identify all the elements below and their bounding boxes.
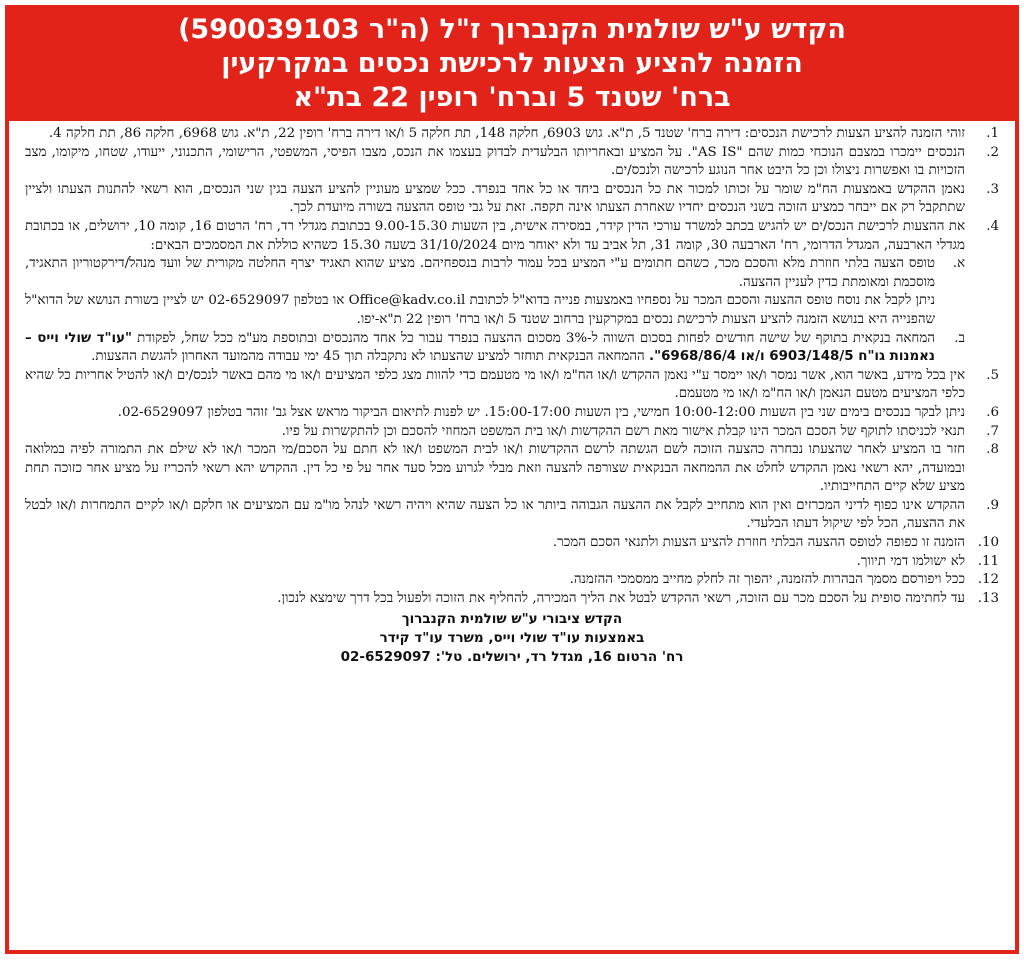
subitem-a-or-phone: או בטלפון bbox=[293, 293, 345, 309]
list-item-1 bbox=[25, 125, 999, 144]
item-number: 4. bbox=[986, 218, 999, 234]
item-text: ההקדש אינו כפוף לדיני המכרזים ואין הוא מתחייב לקבל את ההצעה הגבוהה ביותר או כל הצעה שהיא ויהיה רשאי לנהל מו"מ עם המציעים או חלקם ו/או לקיים התמחרות ו/או לבטל את ההצעה, הכל לפי שיקול דעתו הבלעדי. bbox=[25, 497, 965, 532]
list-item-12 bbox=[25, 571, 999, 590]
list-item-3 bbox=[25, 181, 999, 218]
subitem-b-text: המחאה בנקאית בתוקף של שישה חודשים לפחות בסכום השווה ל-3% מסכום ההצעה בנפרד עבור כל אחד מהנכסים ובתוספת מע"מ ככל שחל, לפקודת bbox=[137, 330, 935, 346]
item-number: 2. bbox=[986, 144, 999, 160]
item-number: 11. bbox=[977, 553, 999, 569]
subitem-b-return-note: ההמחאה הבנקאית תוחזר למציע שהצעתו לא נתקבלה תוך 45 ימי עבודה מהמועד האחרון להגשת ההצעות. bbox=[91, 349, 645, 365]
item-text: לא ישולמו דמי תיווך. bbox=[856, 553, 965, 569]
signature-line-1: הקדש ציבורי ע"ש שולמית הקנברוך bbox=[401, 611, 623, 628]
item-number: 3. bbox=[986, 181, 999, 197]
notice-frame bbox=[5, 5, 1019, 954]
header-address: ברח' שטנד 5 וברח' רופין 22 בת"א bbox=[293, 82, 731, 113]
item-text: אין בכל מידע, באשר הוא, אשר נמסר ו/או יימסר ע"י נאמן ההקדש ו/או הח"מ ו/או מי מטעמם כדי להוות מצג כלפי המציעים ו/או מי מהם באשר לנכס/ים ו/או להטיל אחריות כל שהיא כלפי המציעים מטעם הנאמן ו/או הח"מ ו/או מי מטעמם. bbox=[25, 367, 965, 402]
item-number: 8. bbox=[986, 442, 999, 458]
item-number: 12. bbox=[977, 572, 999, 588]
item-4-text: את ההצעות לרכישת הנכס/ים יש להגיש בכתב למשרד עורכי הדין קידר, במסירה אישית, בין השעות 9.00-15.30 בכתובת מגדלי רד, רח' הרטום 16, קומה 10, ירושלים, או בכתובת מגדלי הארבעה, המגדל הדרומי, רח' הארבעה 30, קומה 31, תל אביב עד ולא יאוחר מיום 31/10/2024 בשעה 15.30 כשהיא כוללת את המסמכים הבאים: bbox=[25, 218, 965, 253]
item-text: חזר בו המציע לאחר שהצעתו נבחרה כהצעה הזוכה לשם הגשתה לרשם ההקדשות ו/או לבית המשפט ו/או לא חתם על הסכם/מי המכר ו/או לא שילם את התמורה לפיה במלואה ובמועדה, יהא רשאי נאמן ההקדש לחלט את ההמחאה הבנקאית שצורפה להצעה וזאת מבלי לגרוע מכל סעד אחר על פי כל דין. ההקדש יהא רשאי להכריז על מציע אחר כזוכה תחת מציע שלא קיים התחייבותיו. bbox=[25, 442, 965, 495]
item-number: 5. bbox=[986, 367, 999, 383]
item-text: הזמנה זו כפופה לטופס ההצעה הבלתי חוזרת להציע הצעות ולתנאי הסכם המכר. bbox=[552, 535, 965, 551]
item-text: הנכסים יימכרו במצבם הנוכחי כמות שהם "AS IS". על המציע ובאחריותו הבלעדית לבדוק בעצמו את הנכס, מצבו הפיסי, המשפטי, הרישומי, התכנוני, ייעודו, שטחו, מיקומו, מצב הזכויות בו ואפשרות ניצולו וכן כל היבט אחר הנוגע לרכישה ולנכס/ים. bbox=[25, 144, 965, 179]
item-text: נאמן ההקדש באמצעות הח"מ שומר על זכותו למכור את כל הנכסים ביחד או כל אחד בנפרד. ככל שמציע מעוניין להציע הצעה בגין שני הנכסים, הוא רשאי להתנות הצעתו ולציין שתתקבל רק אם ייבחר כמציע הזוכה בשני הנכסים יחדיו שאחרת הצעתו אינה תקפה. זאת על גבי טופס ההצעה בשורה מיועדת לכך. bbox=[25, 181, 965, 216]
subitem-number: א. bbox=[952, 256, 965, 272]
payee-name: "עו"ד שולי וייס – נאמנות גו"ח 6903/148/5 ו/או 6968/86/4". bbox=[25, 330, 935, 365]
header-title: הקדש ע"ש שולמית הקנברוך ז"ל (ה"ר 590039103) bbox=[178, 14, 846, 45]
subitem-text bbox=[25, 255, 935, 329]
item-text bbox=[25, 218, 965, 367]
item-number: 6. bbox=[986, 404, 999, 420]
signature-line-2: באמצעות עו"ד שולי וייס, משרד עו"ד קידר bbox=[379, 630, 645, 647]
phone-number: 02-6529097 bbox=[208, 293, 290, 309]
item-number: 7. bbox=[986, 423, 999, 439]
notice-body bbox=[9, 121, 1015, 667]
subitem-a-contact-text: ניתן לקבל את נוסח טופס ההצעה והסכם המכר על נספחיו באמצעות פנייה בדוא"ל לכתובת bbox=[469, 293, 935, 309]
subitem-a-subject-note: יש לציין בשורת הנושא של הדוא"ל שהפנייה היא בנושא הזמנה להציע הצעות לרכישת נכסים במקרקעין ברחוב שטנד 5 ו/או ברח' רופין 22 ת"א-יפו. bbox=[25, 293, 935, 327]
item-number: 13. bbox=[977, 590, 999, 606]
subitem-a-text: טופס הצעה בלתי חוזרת מלא והסכם מכר, כשהם חתומים ע"י המציע בכל עמוד לרבות בנספחיהם. מציע שהוא תאגיד יצרף החלטה מקורית של וועד מנהל/דירקטוריון התאגיד, מוסכמת ומאומתת כדין לעניין ההצעה. bbox=[25, 256, 935, 290]
item-text: תנאי לכניסתו לתוקף של הסכם המכר הינו קבלת אישור מאת רשם ההקדשות ו/או בית המשפט המחוזי להסכם וכן להתקשרות על פיו. bbox=[281, 423, 965, 439]
item-number: 9. bbox=[986, 497, 999, 513]
signature-block bbox=[25, 610, 999, 667]
list-item-11 bbox=[25, 553, 999, 572]
subitem-number: ב. bbox=[954, 330, 965, 346]
list-item-10 bbox=[25, 534, 999, 553]
subitem-a bbox=[25, 255, 965, 329]
list-item-2 bbox=[25, 144, 999, 181]
email-link[interactable]: Office@kadv.co.il bbox=[348, 293, 466, 309]
item-text: עד לחתימה סופית על הסכם מכר עם הזוכה, רשאי ההקדש לבטל את הליך המכירה, להחליף את הזוכה ולפעול בכל דרך שימצא לנכון. bbox=[277, 590, 965, 606]
list-item-4 bbox=[25, 218, 999, 367]
list-item-6 bbox=[25, 404, 999, 423]
item-number: 1. bbox=[986, 126, 999, 141]
list-item-8 bbox=[25, 441, 999, 497]
list-item-13 bbox=[25, 590, 999, 609]
signature-line-3: רח' הרטום 16, מגדל רד, ירושלים. טל': 02-6529097 bbox=[340, 649, 684, 666]
list-item-5 bbox=[25, 367, 999, 404]
header-subtitle: הזמנה להציע הצעות לרכישת נכסים במקרקעין bbox=[221, 48, 803, 79]
item-text: ניתן לבקר בנכסים בימים שני בין השעות 10:00-12:00 חמישי, בין השעות 15:00-17:00. יש לפנות לתיאום הביקור מראש אצל גב' זוהר בטלפון 02-6529097. bbox=[117, 404, 965, 420]
subitem-b bbox=[25, 330, 965, 367]
item-text: ככל ויפורסם מסמך הבהרות להזמנה, יהפוך זה לחלק מחייב ממסמכי ההזמנה. bbox=[569, 572, 965, 588]
list-item-7 bbox=[25, 423, 999, 442]
list-item-9 bbox=[25, 497, 999, 534]
notice-header bbox=[9, 9, 1015, 121]
item-text: זוהי הזמנה להציע הצעות לרכישת הנכסים: דירה ברח' שטנד 5, ת"א. גוש 6903, חלקה 148, תת חלקה 5 ו/או דירה ברח' רופין 22, ת"א. גוש 6968, חלקה 86, תת חלקה 4. bbox=[48, 126, 965, 141]
item-number: 10. bbox=[977, 535, 999, 551]
subitem-text bbox=[25, 330, 935, 367]
